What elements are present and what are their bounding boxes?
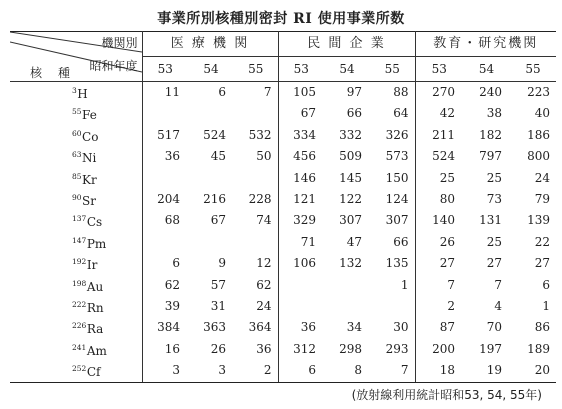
count-cell: [278, 275, 324, 296]
count-cell: 140: [432, 213, 455, 228]
count-cell: 18: [415, 360, 463, 382]
count-cell: 25: [486, 170, 502, 185]
mass-number: 147: [72, 235, 87, 245]
count-cell: 16: [164, 341, 180, 356]
org-medical: 医 療 機 関: [142, 32, 278, 57]
count-cell: 223: [527, 85, 550, 99]
count-cell: 211: [432, 127, 455, 142]
count-cell: 2: [234, 360, 278, 382]
table-body: [10, 82, 556, 383]
table-row: [10, 146, 556, 167]
count-cell: 86: [534, 320, 550, 335]
table-row: [10, 103, 556, 124]
count-cell: 40: [534, 106, 550, 121]
count-cell: 7: [234, 82, 278, 104]
mass-number: 198: [72, 278, 87, 288]
mass-number: 226: [72, 321, 87, 331]
year-header: 53: [142, 57, 188, 82]
table-row: [10, 360, 556, 382]
mass-number: 222: [72, 300, 87, 310]
count-cell: 79: [534, 192, 550, 207]
count-cell: [278, 296, 324, 317]
nuclide-table: [10, 31, 556, 383]
table-row: [10, 189, 556, 210]
element-symbol: Ra: [86, 322, 104, 337]
count-cell: [188, 168, 234, 189]
element-symbol: Cf: [86, 365, 101, 380]
nuclide-cell: [10, 103, 142, 124]
element-symbol: Fe: [82, 108, 97, 123]
count-cell: 189: [527, 341, 550, 356]
year-axis-label: 昭和年度: [89, 59, 138, 73]
count-cell: 9: [218, 256, 226, 271]
count-cell: 24: [534, 170, 550, 185]
title-prefix: 事業所別核種別密封: [157, 11, 288, 27]
mass-number: 252: [72, 364, 87, 374]
count-cell: 3: [188, 360, 234, 382]
count-cell: 307: [339, 213, 362, 228]
count-cell: 105: [293, 85, 316, 99]
count-cell: 456: [293, 149, 316, 164]
count-cell: 45: [210, 149, 226, 164]
count-cell: 4: [494, 299, 502, 314]
table-row: [10, 296, 556, 317]
count-cell: 186: [527, 127, 550, 142]
count-cell: 34: [346, 320, 362, 335]
count-cell: 71: [300, 234, 316, 249]
nuclide-cell: [10, 275, 142, 296]
count-cell: 329: [293, 213, 316, 228]
count-cell: 27: [439, 256, 455, 271]
count-cell: 293: [370, 339, 415, 360]
count-cell: 326: [370, 125, 415, 146]
nuclide-axis-label: 核 種: [30, 66, 73, 80]
count-cell: 42: [439, 106, 455, 121]
table-row: [10, 253, 556, 274]
count-cell: 26: [210, 341, 226, 356]
nuclide-cell: [10, 232, 142, 253]
year-header: 54: [463, 57, 510, 82]
count-cell: 228: [234, 189, 278, 210]
element-symbol: Co: [82, 129, 99, 144]
table-row: [10, 168, 556, 189]
count-cell: [142, 168, 188, 189]
count-cell: 88: [370, 82, 415, 104]
element-symbol: Sr: [82, 194, 97, 209]
count-cell: 57: [210, 277, 226, 292]
element-symbol: Ir: [86, 258, 98, 273]
count-cell: 332: [339, 127, 362, 142]
year-header: 55: [510, 57, 556, 82]
mass-number: 3: [72, 86, 77, 95]
count-cell: 12: [234, 253, 278, 274]
count-cell: 216: [203, 192, 226, 207]
count-cell: 64: [370, 103, 415, 124]
count-cell: [324, 296, 370, 317]
year-header: 53: [278, 57, 324, 82]
count-cell: 139: [527, 213, 550, 228]
count-cell: 62: [234, 275, 278, 296]
count-cell: 50: [234, 146, 278, 167]
count-cell: 27: [534, 256, 550, 271]
count-cell: 24: [234, 296, 278, 317]
count-cell: 19: [463, 360, 510, 382]
count-cell: 74: [234, 210, 278, 231]
count-cell: 8: [324, 360, 370, 382]
element-symbol: Au: [86, 279, 104, 294]
count-cell: [142, 232, 188, 253]
org-axis-label: 機関別: [101, 36, 138, 50]
count-cell: 573: [370, 146, 415, 167]
count-cell: 67: [300, 106, 316, 121]
count-cell: 7: [447, 277, 455, 292]
count-cell: 3: [142, 360, 188, 382]
count-cell: [234, 232, 278, 253]
mass-number: 192: [72, 257, 87, 267]
count-cell: 62: [164, 277, 180, 292]
count-cell: 800: [527, 149, 550, 164]
table-row: [10, 125, 556, 146]
page-title: [0, 8, 562, 28]
table-row: [10, 210, 556, 231]
count-cell: 20: [510, 360, 556, 382]
count-cell: 145: [339, 170, 362, 185]
count-cell: 197: [479, 341, 502, 356]
count-cell: 312: [293, 341, 316, 356]
count-cell: 298: [339, 341, 362, 356]
count-cell: 532: [234, 125, 278, 146]
title-ri: RI: [293, 11, 313, 27]
count-cell: 200: [432, 341, 455, 356]
count-cell: 25: [439, 170, 455, 185]
title-suffix: 使用事業所数: [317, 11, 405, 27]
mass-number: 55: [72, 107, 82, 117]
source-footnote: (放射線利用統計昭和53, 54, 55年): [351, 388, 542, 402]
element-symbol: Am: [86, 343, 107, 358]
count-cell: 66: [346, 106, 362, 121]
mass-number: 60: [72, 128, 82, 138]
count-cell: 97: [346, 85, 362, 99]
count-cell: 70: [486, 320, 502, 335]
count-cell: [234, 103, 278, 124]
count-cell: 25: [486, 234, 502, 249]
count-cell: 66: [370, 232, 415, 253]
mass-number: 90: [72, 193, 82, 203]
count-cell: 146: [293, 170, 316, 185]
nuclide-cell: [10, 296, 142, 317]
count-cell: 131: [479, 213, 502, 228]
count-cell: 73: [486, 192, 502, 207]
count-cell: 7: [370, 360, 415, 382]
table-row: [10, 339, 556, 360]
count-cell: 6: [542, 277, 550, 292]
count-cell: 797: [479, 149, 502, 164]
mass-number: 241: [72, 342, 87, 352]
count-cell: 6: [172, 256, 180, 271]
year-header: 55: [234, 57, 278, 82]
count-cell: 240: [479, 85, 502, 99]
nuclide-cell: [10, 168, 142, 189]
count-cell: 11: [164, 85, 180, 99]
org-education: 教育・研究機関: [415, 32, 556, 57]
count-cell: 334: [293, 127, 316, 142]
count-cell: 67: [210, 213, 226, 228]
count-cell: 121: [293, 192, 316, 207]
nuclide-cell: [10, 210, 142, 231]
element-symbol: Rn: [86, 301, 104, 316]
count-cell: 363: [203, 320, 226, 335]
count-cell: 182: [479, 127, 502, 142]
count-cell: [370, 296, 415, 317]
year-header: 55: [370, 57, 415, 82]
year-header: 53: [415, 57, 463, 82]
count-cell: 150: [370, 168, 415, 189]
count-cell: [188, 232, 234, 253]
count-cell: 7: [494, 277, 502, 292]
element-symbol: H: [77, 87, 88, 101]
count-cell: 122: [339, 192, 362, 207]
count-cell: 2: [447, 299, 455, 314]
count-cell: 26: [439, 234, 455, 249]
table-row: [10, 275, 556, 296]
nuclide-cell: [10, 189, 142, 210]
nuclide-cell: [10, 146, 142, 167]
count-cell: 36: [164, 149, 180, 164]
count-cell: [142, 103, 188, 124]
count-cell: 204: [157, 192, 180, 207]
count-cell: 384: [157, 320, 180, 335]
mass-number: 63: [72, 150, 82, 160]
count-cell: 132: [339, 256, 362, 271]
count-cell: 1: [370, 275, 415, 296]
count-cell: 6: [218, 85, 226, 99]
count-cell: 87: [439, 320, 455, 335]
element-symbol: Cs: [86, 215, 103, 230]
mass-number: 85: [72, 171, 82, 181]
count-cell: 524: [432, 149, 455, 164]
header-row-orgs: [10, 32, 556, 57]
count-cell: 27: [486, 256, 502, 271]
count-cell: 30: [370, 317, 415, 338]
count-cell: 6: [278, 360, 324, 382]
nuclide-cell: [10, 317, 142, 338]
element-symbol: Ni: [82, 151, 97, 166]
count-cell: 36: [234, 339, 278, 360]
count-cell: [234, 168, 278, 189]
count-cell: 31: [210, 299, 226, 314]
mass-number: 137: [72, 214, 87, 224]
nuclide-cell: [10, 253, 142, 274]
table-row: [10, 232, 556, 253]
count-cell: 509: [339, 149, 362, 164]
count-cell: 124: [370, 189, 415, 210]
nuclide-cell: [10, 82, 142, 104]
count-cell: 38: [486, 106, 502, 121]
count-cell: 135: [370, 253, 415, 274]
count-cell: 47: [346, 234, 362, 249]
count-cell: 36: [300, 320, 316, 335]
org-private: 民 間 企 業: [278, 32, 415, 57]
table-row: [10, 317, 556, 338]
nuclide-cell: [10, 339, 142, 360]
element-symbol: Pm: [86, 236, 107, 251]
count-cell: 307: [370, 210, 415, 231]
count-cell: 39: [164, 299, 180, 314]
nuclide-cell: [10, 360, 142, 382]
count-cell: 22: [534, 234, 550, 249]
element-symbol: Kr: [82, 172, 97, 187]
count-cell: 270: [432, 85, 455, 99]
count-cell: 1: [542, 299, 550, 314]
count-cell: 106: [293, 256, 316, 271]
year-header: 54: [188, 57, 234, 82]
count-cell: 68: [164, 213, 180, 228]
count-cell: 524: [203, 127, 226, 142]
count-cell: 517: [157, 127, 180, 142]
table-row: [10, 82, 556, 104]
count-cell: [188, 103, 234, 124]
count-cell: 80: [439, 192, 455, 207]
nuclide-cell: [10, 125, 142, 146]
count-cell: 364: [234, 317, 278, 338]
count-cell: [324, 275, 370, 296]
year-header: 54: [324, 57, 370, 82]
corner-header: [10, 32, 142, 82]
